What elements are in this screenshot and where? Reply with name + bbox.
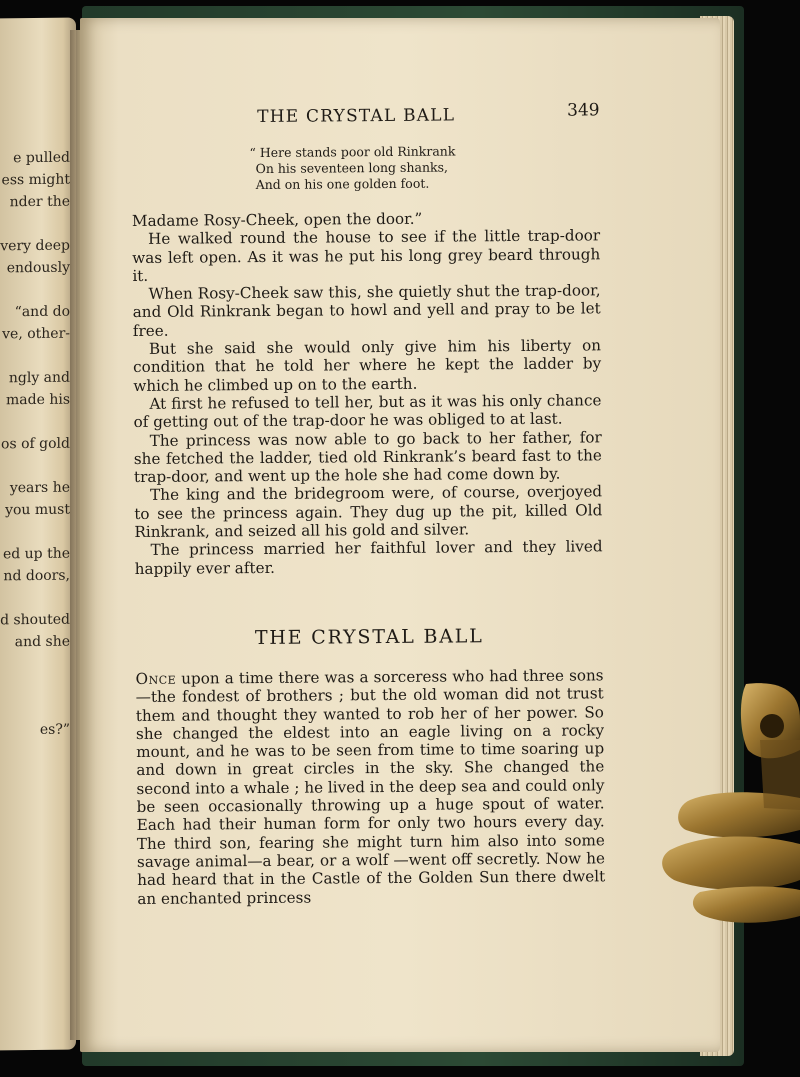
verse-line: “ Here stands poor old Rinkrank	[249, 143, 456, 161]
verse-line: On his seventeen long shanks,	[255, 159, 448, 177]
prose	[132, 208, 603, 578]
left-page-fragment: ess might	[1, 171, 70, 189]
brass-clip-icon	[660, 680, 800, 940]
section-title: THE CRYSTAL BALL	[254, 625, 484, 650]
left-page-fragment: years he	[9, 479, 70, 497]
left-page-fragment: endously	[6, 259, 70, 277]
left-page-fragment: os of gold	[1, 435, 70, 453]
left-page-fragment: es?”	[39, 721, 70, 738]
paragraph: At first he refused to tell her, but as it was his only chance of getting out of the trap-door he was obliged to at last.	[133, 391, 602, 432]
left-page-fragment: ngly and	[8, 369, 70, 387]
left-page	[0, 18, 76, 1051]
paragraph: The princess was now able to go back to her father, for she fetched the ladder, tied old Rinkrank’s beard fast to the trap-door, and went up the hole she had come down by.	[133, 427, 602, 487]
left-page-fragment: ve, other-	[2, 325, 70, 343]
left-page-fragment: you must	[5, 501, 70, 519]
page-number: 349	[567, 100, 600, 121]
left-page-fragment: nder the	[9, 193, 70, 211]
story-opening	[136, 666, 606, 908]
paragraph: He walked round the house to see if the little trap-door was left open. As it was he put his long grey beard through it.	[132, 226, 601, 285]
paragraph: When Rosy-Cheek saw this, she quietly shut the trap-door, and Old Rinkrank began to howl and yell and pray to be let free.	[132, 281, 601, 340]
drop-word: Once	[135, 669, 177, 688]
paragraph: The princess married her faithful lover and they lived happily ever after.	[134, 537, 603, 578]
left-page-fragment: d shouted	[0, 611, 70, 629]
left-page-fragment: nd doors,	[3, 567, 70, 585]
paragraph: But she said she would only give him his liberty on condition that he told her where he kept the ladder by which he climbed up on to the earth.	[133, 336, 602, 395]
verse	[249, 143, 455, 193]
left-page-fragment: ed up the	[2, 545, 70, 563]
verse-line: And on his one golden foot.	[255, 175, 430, 193]
paragraph: Madame Rosy-Cheek, open the door.”	[131, 209, 423, 230]
paragraph: The king and the bridegroom were, of course, overjoyed to see the princess again. They dug up the pit, killed Old Rinkrank, and seized all his gold and silver.	[134, 482, 603, 542]
running-head: THE CRYSTAL BALL	[257, 105, 456, 128]
left-page-fragment: e pulled	[13, 149, 70, 167]
left-page-fragment: very deep	[0, 237, 70, 255]
left-page-fragment: and she	[14, 633, 70, 651]
left-page-fragment: “and do	[14, 303, 70, 321]
story-text: upon a time there was a sorceress who had three sons—the fondest of brothers ; but the old woman did not trust them and thought they wanted to rob her of her power. So she changed the eldest into an eagle living on a rocky mount, and he was to be seen from time to time soaring up and down in great circles in the sky. She changed the second into a whale ; he lived in the deep sea and could only be seen occasionally throwing up a huge spout of water. Each had their human form for only two hours every day. The third son, fearing she might turn him also into some savage animal—a bear, or a wolf —went off secretly. Now he had heard that in the Castle of the Golden Sun there dwelt an enchanted princess	[135, 666, 606, 908]
left-page-fragment: made his	[6, 391, 70, 409]
